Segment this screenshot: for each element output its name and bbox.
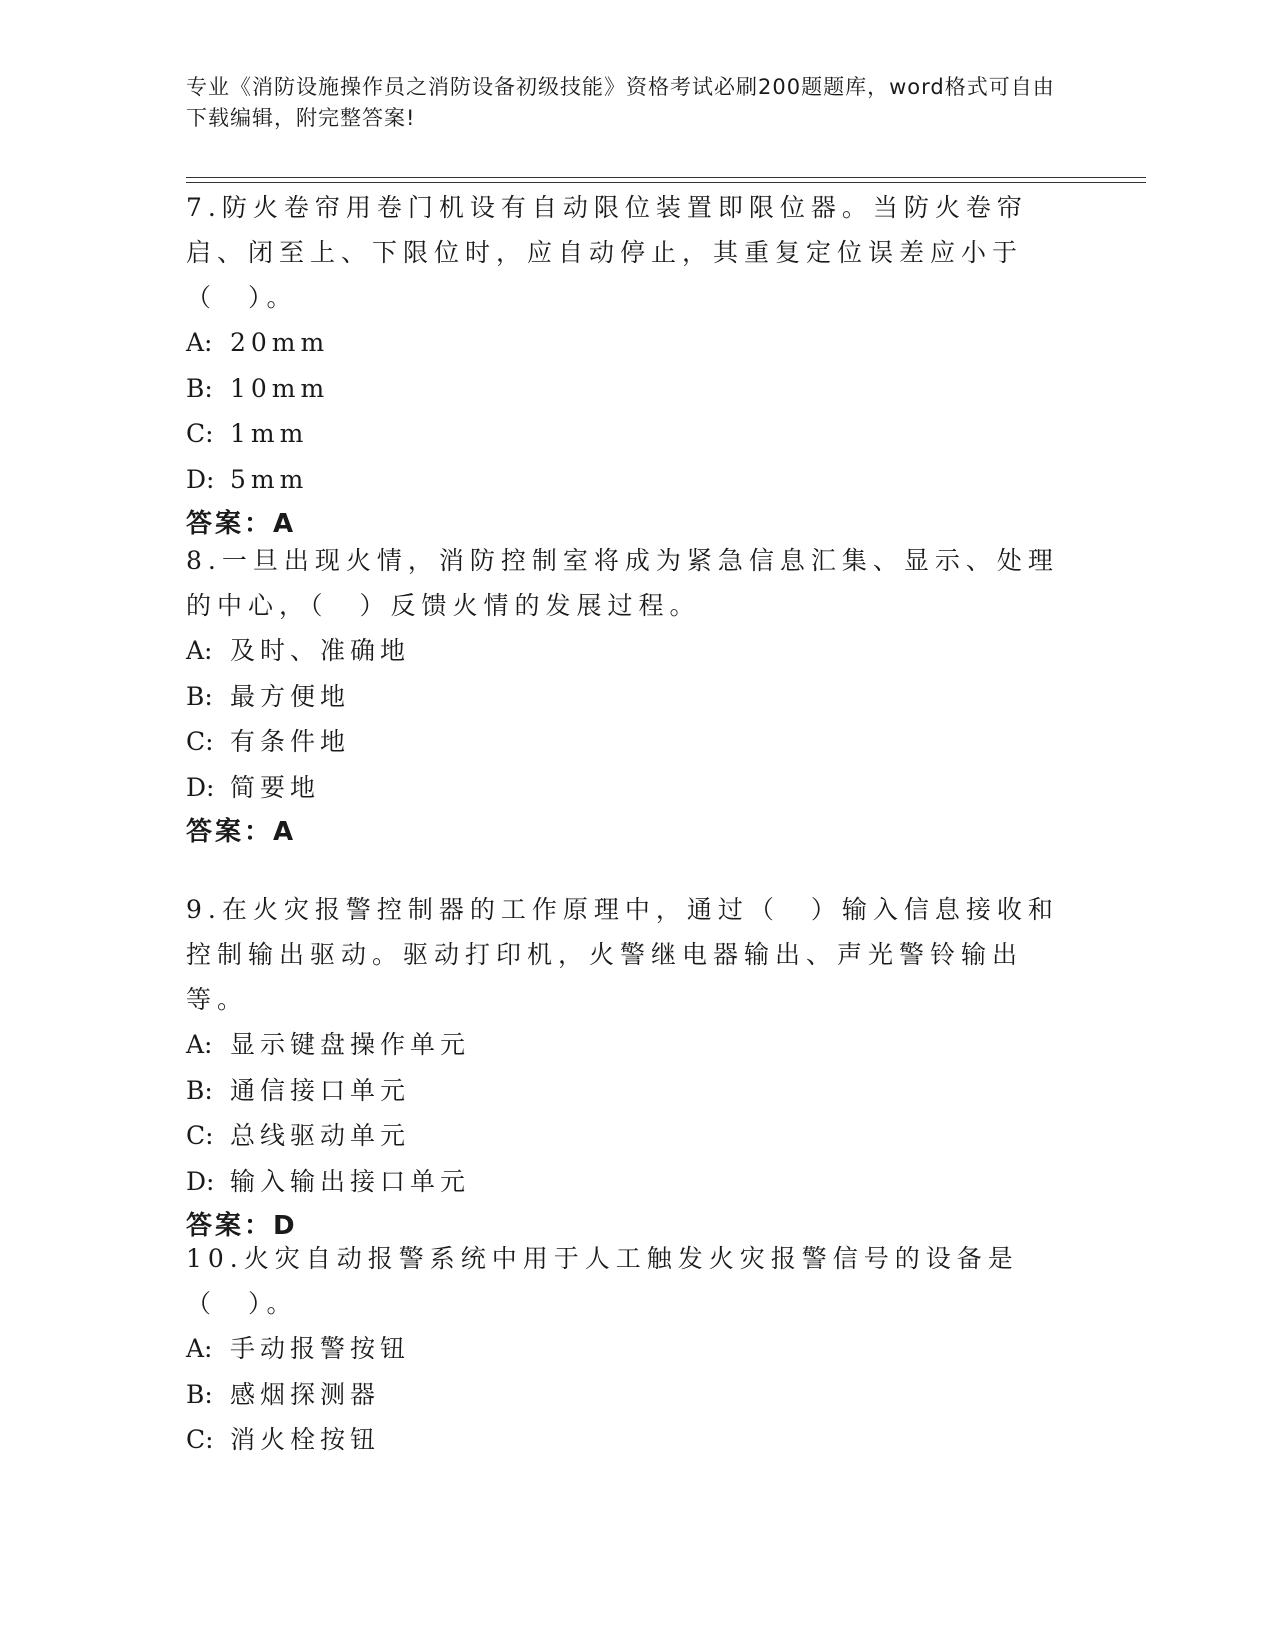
- option-key: A:: [186, 636, 213, 665]
- option-key: B:: [186, 1379, 213, 1409]
- option-a: [186, 1326, 1066, 1372]
- option-text: 最方便地: [230, 681, 351, 711]
- option-key: D:: [186, 464, 215, 494]
- option-a: [186, 320, 1066, 366]
- option-c: [186, 411, 1066, 457]
- header-divider-bottom: [186, 182, 1146, 183]
- option-key: A:: [186, 1030, 213, 1059]
- option-key: D:: [186, 772, 215, 802]
- answer: 答案：A: [186, 817, 297, 847]
- option-text: 有条件地: [230, 727, 351, 756]
- header-divider-top: [186, 177, 1146, 178]
- option-d: [186, 457, 1066, 503]
- option-key: C:: [186, 419, 214, 448]
- option-key: B:: [186, 1075, 213, 1105]
- option-text: 20mm: [230, 328, 330, 357]
- option-text: 10mm: [230, 373, 330, 403]
- question-text: 8.一旦出现火情，消防控制室将成为紧急信息汇集、显示、处理的中心，（ ）反馈火情的发展过程。: [186, 546, 1059, 620]
- option-a: [186, 1022, 1066, 1068]
- question-text: 7.防火卷帘用卷门机设有自动限位装置即限位器。当防火卷帘启、闭至上、下限位时，应自动停止，其重复定位误差应小于（ ）。: [186, 193, 1028, 312]
- option-c: [186, 1417, 1066, 1463]
- option-text: 输入输出接口单元: [230, 1166, 471, 1196]
- answer: 答案：D: [186, 1211, 298, 1241]
- question-7: [186, 185, 1066, 547]
- option-text: 及时、准确地: [230, 636, 411, 665]
- option-b: [186, 1372, 1066, 1418]
- question-text: 9.在火灾报警控制器的工作原理中，通过（ ）输入信息接收和控制输出驱动。驱动打印机，火警继电器输出、声光警铃输出等。: [186, 895, 1059, 1014]
- option-key: C:: [186, 727, 214, 756]
- option-text: 手动报警按钮: [230, 1334, 411, 1363]
- option-text: 感烟探测器: [230, 1379, 381, 1409]
- option-text: 5mm: [230, 464, 309, 494]
- option-key: D:: [186, 1166, 215, 1196]
- question-text: 10.火灾自动报警系统中用于人工触发火灾报警信号的设备是（ ）。: [186, 1244, 1019, 1318]
- question-9: [186, 887, 1066, 1249]
- option-key: B:: [186, 373, 213, 403]
- option-b: [186, 1068, 1066, 1114]
- option-c: [186, 1113, 1066, 1159]
- option-key: B:: [186, 681, 213, 711]
- option-key: C:: [186, 1425, 214, 1454]
- option-c: [186, 719, 1066, 765]
- option-text: 消火栓按钮: [230, 1425, 381, 1454]
- document-header: 专业《消防设施操作员之消防设备初级技能》资格考试必刷200题题库，word格式可自由下载编辑，附完整答案!: [186, 75, 1055, 130]
- option-d: [186, 1159, 1066, 1205]
- option-text: 1mm: [230, 419, 309, 448]
- option-text: 通信接口单元: [230, 1075, 411, 1105]
- option-b: [186, 674, 1066, 720]
- question-10: [186, 1236, 1066, 1463]
- question-8: [186, 538, 1066, 855]
- option-key: C:: [186, 1121, 214, 1150]
- option-b: [186, 366, 1066, 412]
- option-key: A:: [186, 328, 213, 357]
- option-key: A:: [186, 1334, 213, 1363]
- option-text: 简要地: [230, 772, 321, 802]
- option-a: [186, 628, 1066, 674]
- option-text: 总线驱动单元: [230, 1121, 411, 1150]
- option-d: [186, 765, 1066, 811]
- option-text: 显示键盘操作单元: [230, 1030, 471, 1059]
- answer: 答案：A: [186, 509, 297, 539]
